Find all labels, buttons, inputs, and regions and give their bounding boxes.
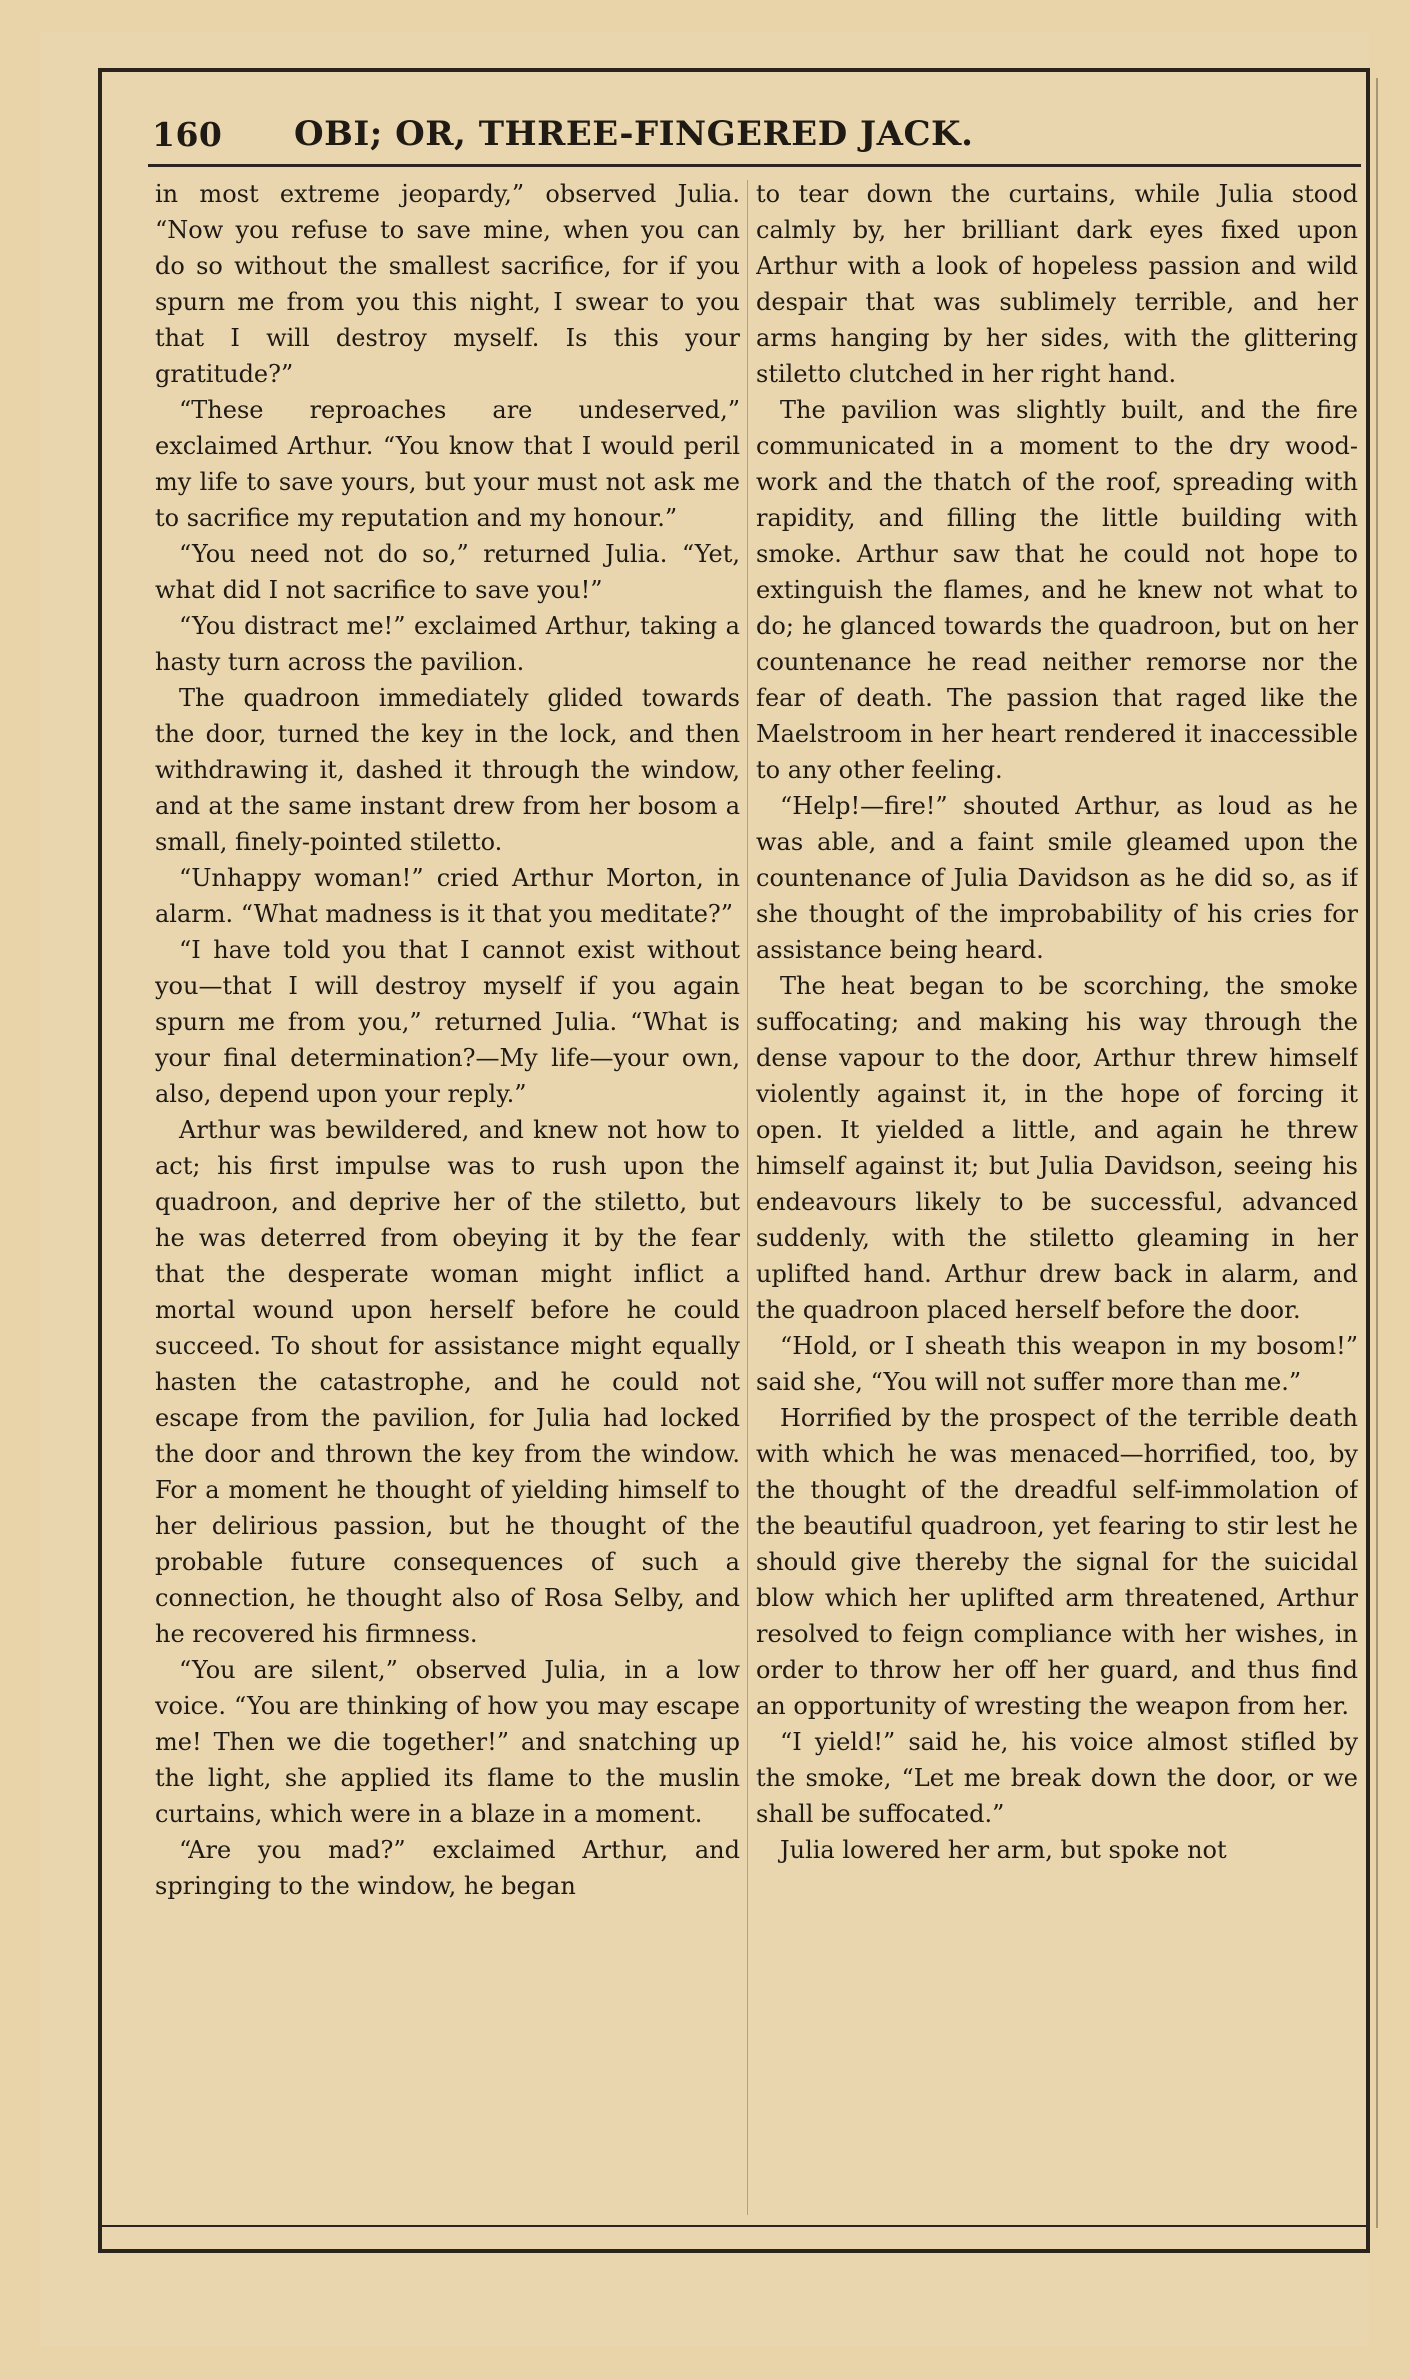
footer-rule [100,2225,1368,2227]
paragraph: The quadroon immediately glided towards the door, turned the key in the lock, and then withdrawing it, dashed it through the window, and at the same instant drew from her bosom a small, finely-pointed stiletto. [155,684,740,856]
paragraph: The pavilion was slightly built, and the fire communicated in a moment to the dry wood-work and the thatch of the roof, spreading with rapidity, and filling the little building with smoke. Arthur saw that he could not hope to extinguish the flames, and he knew not what to do; he glanced towards the quadroon, but on her countenance he read neither remorse nor the fear of death. The passion that raged like the Maelstroom in her heart rendered it inaccessible to any other feeling. [756,396,1358,784]
paragraph: “Are you mad?” exclaimed Arthur, and springing to the window, he began [155,1836,740,1900]
page-header [152,98,1367,170]
left-column [155,176,740,2211]
paragraph: “You distract me!” exclaimed Arthur, taking a hasty turn across the pavilion. [155,612,740,676]
paragraph: “You need not do so,” returned Julia. “Yet, what did I not sacrifice to save you!” [155,540,740,604]
paragraph: Julia lowered her arm, but spoke not [780,1836,1227,1864]
paragraph: “You are silent,” observed Julia, in a low voice. “You are thinking of how you may escape me! Then we die together!” and snatching up the light, she applied its flame to the muslin curtains, which were in a blaze in a moment. [155,1656,740,1828]
paragraph: “Help!—fire!” shouted Arthur, as loud as he was able, and a faint smile gleamed upon the countenance of Julia Davidson as he did so, as if she thought of the improbability of his cries for assistance being heard. [756,792,1358,964]
right-column [756,176,1358,2211]
margin-rule [1376,78,1378,2228]
column-divider [747,180,748,2215]
paragraph: “I yield!” said he, his voice almost stifled by the smoke, “Let me break down the door, or we shall be suffocated.” [756,1728,1358,1828]
paragraph: to tear down the curtains, while Julia stood calmly by, her brilliant dark eyes fixed upon Arthur with a look of hopeless passion and wild despair that was sublimely terrible, and her arms hanging by her sides, with the glittering stiletto clutched in her right hand. [756,180,1358,388]
running-title: OBI; OR, THREE-FINGERED JACK. [294,114,974,154]
paragraph: The heat began to be scorching, the smoke suffocating; and making his way through the dense vapour to the door, Arthur threw himself violently against it, in the hope of forcing it open. It yielded a little, and again he threw himself against it; but Julia Davidson, seeing his endeavours likely to be successful, advanced suddenly, with the stiletto gleaming in her uplifted hand. Arthur drew back in alarm, and the quadroon placed herself before the door. [756,972,1358,1324]
paragraph: Horrified by the prospect of the terrible death with which he was menaced—horrified, too, by the thought of the dreadful self-immolation of the beautiful quadroon, yet fearing to stir lest he should give thereby the signal for the suicidal blow which her uplifted arm threatened, Arthur resolved to feign compliance with her wishes, in order to throw her off her guard, and thus find an opportunity of wresting the weapon from her. [756,1404,1358,1720]
paragraph: “Unhappy woman!” cried Arthur Morton, in alarm. “What madness is it that you meditate?” [155,864,740,928]
paragraph: “These reproaches are undeserved,” exclaimed Arthur. “You know that I would peril my life to save yours, but your must not ask me to sacrifice my reputation and my honour.” [155,396,740,532]
paragraph: “Hold, or I sheath this weapon in my bosom!” said she, “You will not suffer more than me.” [756,1332,1358,1396]
paragraph: Arthur was bewildered, and knew not how to act; his first impulse was to rush upon the quadroon, and deprive her of the stiletto, but he was deterred from obeying it by the fear that the desperate woman might inflict a mortal wound upon herself before he could succeed. To shout for assistance might equally hasten the catastrophe, and he could not escape from the pavilion, for Julia had locked the door and thrown the key from the window. For a moment he thought of yielding himself to her delirious passion, but he thought of the probable future consequences of such a connection, he thought also of Rosa Selby, and he recovered his firmness. [155,1116,740,1648]
paragraph: “I have told you that I cannot exist without you—that I will destroy myself if you again spurn me from you,” returned Julia. “What is your final determination?—My life—your own, also, depend upon your reply.” [155,936,740,1108]
paragraph: in most extreme jeopardy,” observed Julia. “Now you refuse to save mine, when you can do so without the smallest sacrifice, for if you spurn me from you this night, I swear to you that I will destroy myself. Is this your gratitude?” [155,180,740,388]
header-rule [148,164,1361,167]
page-number: 160 [152,114,223,154]
